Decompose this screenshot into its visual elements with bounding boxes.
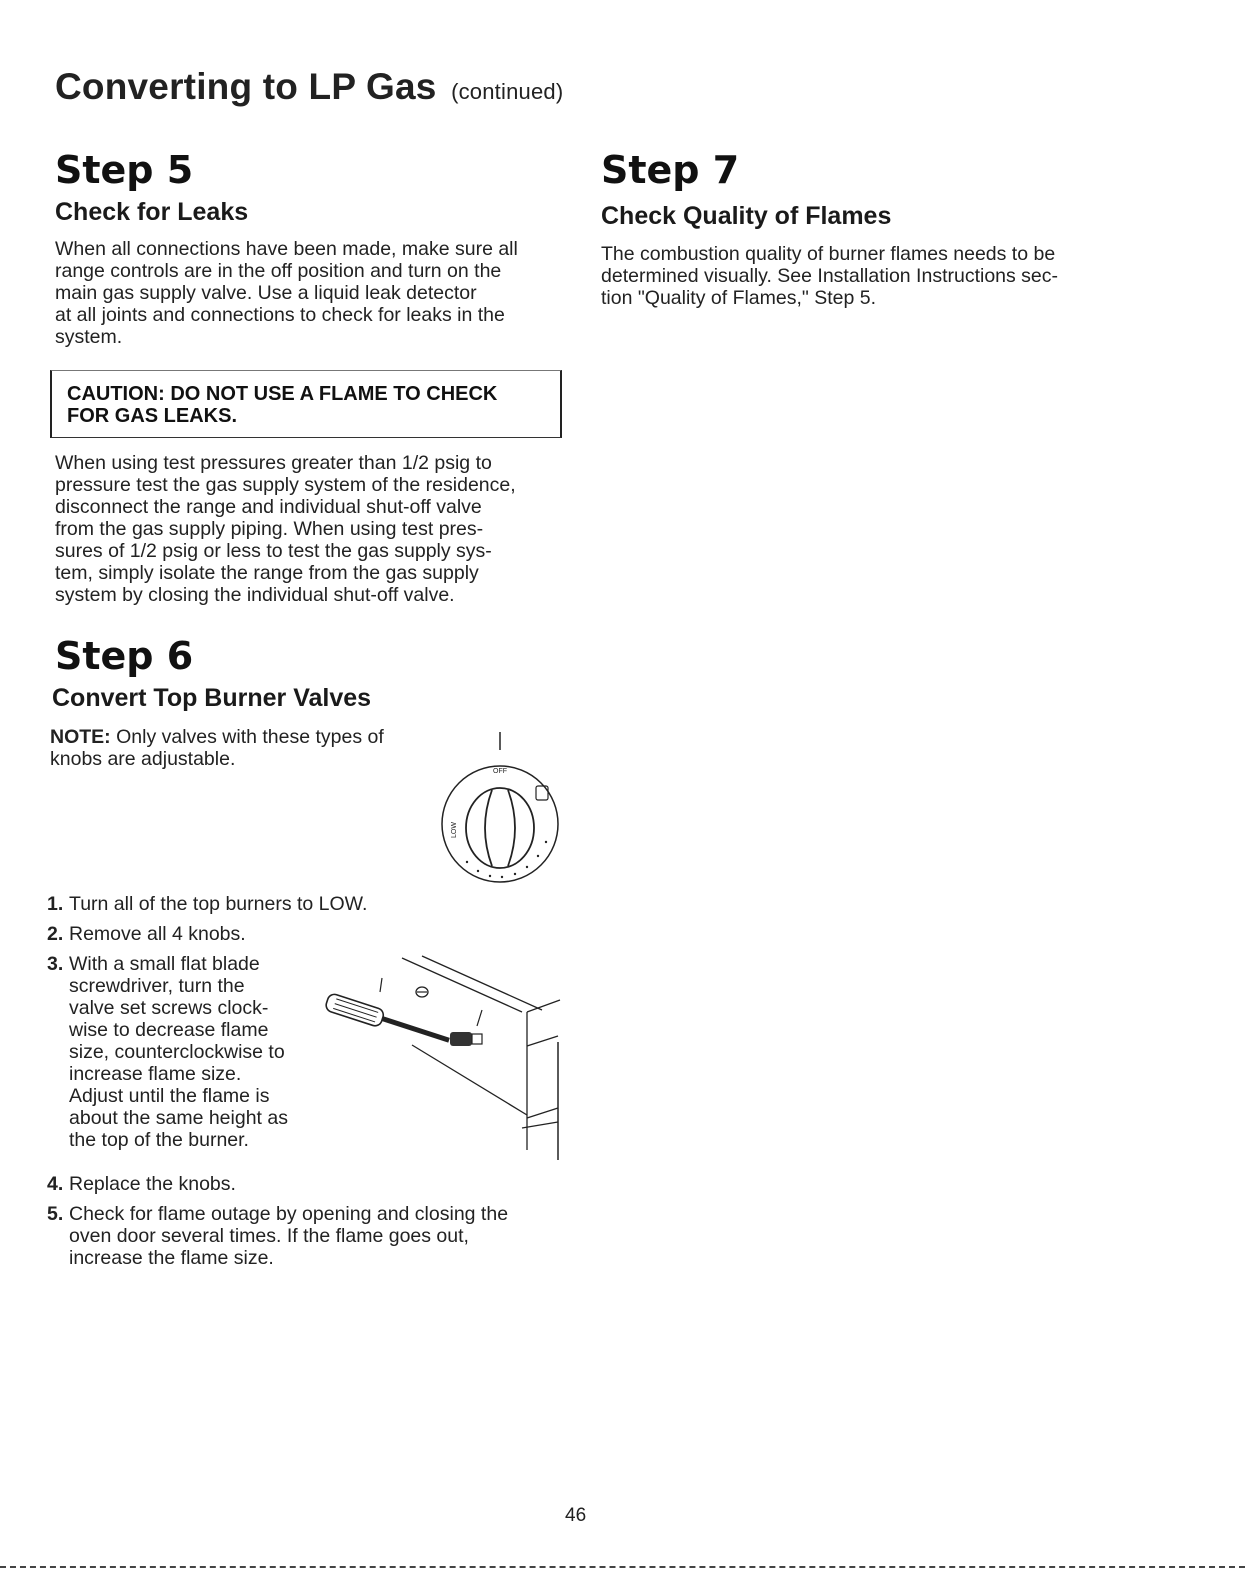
- text-line: tem, simply isolate the range from the gas supply: [55, 562, 479, 584]
- knob-low-label: LOW: [451, 822, 458, 838]
- knob-scale-tick: [537, 855, 539, 857]
- note-line: knobs are adjustable.: [50, 748, 236, 770]
- text-line: system by closing the individual shut-off valve.: [55, 584, 455, 606]
- knob-scale-tick: [545, 841, 547, 843]
- valve-stem-cap: [472, 1034, 482, 1044]
- screwdriver-shaft: [382, 1016, 450, 1042]
- item-text: Remove all 4 knobs.: [69, 923, 246, 945]
- knob-grip: [466, 788, 534, 868]
- list-item: [47, 893, 367, 915]
- item-text: screwdriver, turn the: [69, 975, 245, 997]
- item-number: 3.: [47, 953, 64, 975]
- item-number: 5.: [47, 1203, 64, 1225]
- note-label: NOTE:: [50, 726, 111, 748]
- text-line: at all joints and connections to check for leaks in the: [55, 304, 505, 326]
- text-line: sures of 1/2 psig or less to test the gas supply sys-: [55, 540, 492, 562]
- step-6-subheading: Convert Top Burner Valves: [52, 684, 372, 712]
- knob-scale-tick: [477, 870, 479, 872]
- text-line: system.: [55, 326, 123, 348]
- knob-scale-tick: [466, 861, 468, 863]
- step-7-paragraph: [601, 243, 1116, 309]
- knob-scale-tick: [514, 873, 516, 875]
- knob-scale-tick: [526, 866, 528, 868]
- step-6-note: [50, 726, 450, 770]
- valve-stem-icon: [450, 1032, 482, 1046]
- step-5-paragraph-2: [55, 452, 565, 606]
- knob-grip-right-arc: [508, 790, 515, 866]
- knob-off-label: OFF: [493, 768, 507, 775]
- caution-box: [50, 370, 562, 438]
- item-number: 1.: [47, 893, 64, 915]
- page-title-continued: (continued): [451, 79, 564, 104]
- item-number: 4.: [47, 1173, 64, 1195]
- text-line: pressure test the gas supply system of the residence,: [55, 474, 516, 496]
- text-line: disconnect the range and individual shut-off valve: [55, 496, 482, 518]
- item-text: size, counterclockwise to: [69, 1041, 285, 1063]
- panel-edge-line: [422, 956, 542, 1010]
- note-line: Only valves with these types of: [116, 726, 384, 748]
- panel-edge-line: [412, 1045, 527, 1115]
- knob-grip-left-arc: [485, 790, 492, 866]
- page-title: [55, 66, 563, 108]
- item-text: wise to decrease flame: [69, 1019, 269, 1041]
- text-line: When all connections have been made, make sure all: [55, 238, 518, 260]
- step-7-heading: Step 7: [601, 148, 740, 192]
- item-text: Check for flame outage by opening and closing the: [69, 1203, 509, 1225]
- item-text: With a small flat blade: [69, 953, 260, 975]
- text-line: The combustion quality of burner flames needs to be: [601, 243, 1056, 265]
- item-text: Turn all of the top burners to LOW.: [69, 893, 368, 915]
- screwdriver-icon: [324, 993, 451, 1050]
- text-line: determined visually. See Installation Instructions sec-: [601, 265, 1059, 287]
- panel-edge-line: [527, 1036, 558, 1046]
- panel-edge-line: [527, 1108, 558, 1118]
- step-5-subheading: Check for Leaks: [55, 198, 249, 226]
- knob-scale-tick: [501, 876, 503, 878]
- text-line: tion "Quality of Flames," Step 5.: [601, 287, 877, 309]
- knob-dial-ring: [442, 766, 558, 882]
- item-text: the top of the burner.: [69, 1129, 249, 1151]
- step-7-subheading: Check Quality of Flames: [601, 202, 892, 230]
- item-text: increase the flame size.: [69, 1247, 274, 1269]
- caution-line: FOR GAS LEAKS.: [67, 405, 238, 427]
- caution-line: CAUTION: DO NOT USE A FLAME TO CHECK: [67, 383, 498, 405]
- panel-edge-line: [380, 978, 382, 992]
- item-text: increase flame size.: [69, 1063, 242, 1085]
- valve-stem-body: [450, 1032, 472, 1046]
- panel-edge-line: [477, 1010, 482, 1026]
- step-5-paragraph-1: [55, 238, 565, 348]
- page-bottom-divider: [0, 1566, 1245, 1568]
- page-title-main: Converting to LP Gas: [55, 66, 437, 107]
- page-number: 46: [565, 1505, 587, 1526]
- screwdriver-valve-illustration: [322, 950, 572, 1165]
- text-line: When using test pressures greater than 1/2 psig to: [55, 452, 492, 474]
- item-text: oven door several times. If the flame goes out,: [69, 1225, 469, 1247]
- burner-knob-illustration: [430, 730, 570, 890]
- item-text: Replace the knobs.: [69, 1173, 236, 1195]
- list-item: [47, 953, 339, 1151]
- step-5-heading: Step 5: [55, 148, 194, 192]
- knob-scale-tick: [489, 875, 491, 877]
- panel-edge-line: [402, 958, 522, 1012]
- list-item: [47, 1203, 562, 1269]
- text-line: range controls are in the off position and turn on the: [55, 260, 502, 282]
- item-text: valve set screws clock-: [69, 997, 269, 1019]
- step-6-heading: Step 6: [55, 634, 194, 678]
- item-number: 2.: [47, 923, 64, 945]
- list-item: [47, 1173, 236, 1195]
- item-text: about the same height as: [69, 1107, 288, 1129]
- list-item: [47, 923, 246, 945]
- text-line: from the gas supply piping. When using test pres-: [55, 518, 484, 540]
- text-line: main gas supply valve. Use a liquid leak detector: [55, 282, 477, 304]
- item-text: Adjust until the flame is: [69, 1085, 270, 1107]
- set-screw-icon: [416, 987, 428, 997]
